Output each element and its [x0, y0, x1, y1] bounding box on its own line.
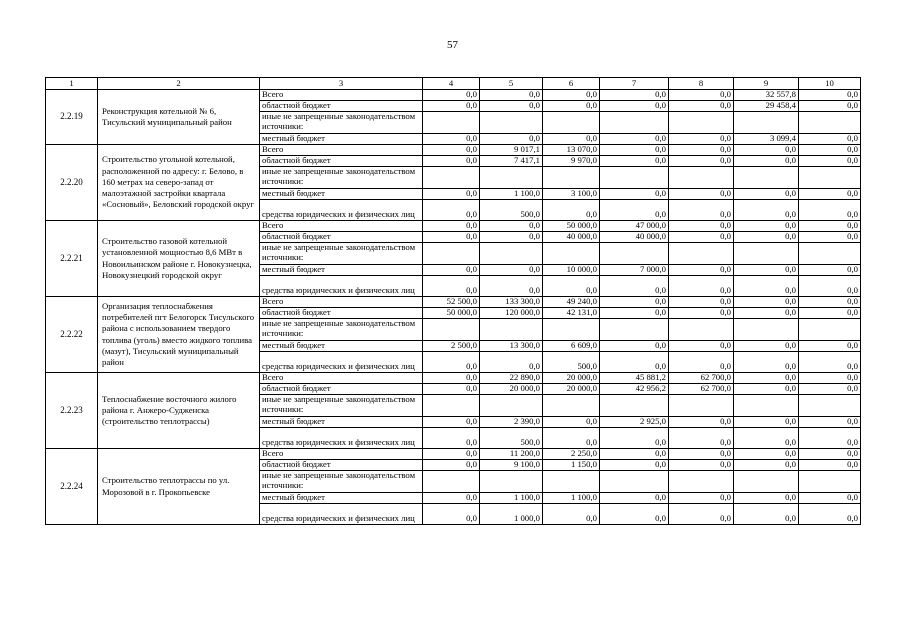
value-cell [799, 319, 861, 341]
value-cell: 0,0 [734, 276, 799, 297]
value-cell: 0,0 [480, 134, 543, 145]
value-cell: 0,0 [799, 373, 861, 384]
value-cell: 0,0 [669, 145, 734, 156]
item-code: 2.2.21 [46, 221, 98, 297]
value-cell: 500,0 [543, 352, 600, 373]
value-cell: 3 099,4 [734, 134, 799, 145]
value-cell: 45 881,2 [600, 373, 669, 384]
funding-source: иные не запрещенные законодательством источники: [260, 167, 423, 189]
value-cell: 0,0 [600, 341, 669, 352]
value-cell: 0,0 [480, 90, 543, 101]
value-cell: 0,0 [543, 200, 600, 221]
value-cell: 0,0 [734, 200, 799, 221]
value-cell [600, 167, 669, 189]
value-cell [669, 471, 734, 493]
value-cell [600, 319, 669, 341]
value-cell: 0,0 [799, 221, 861, 232]
value-cell: 62 700,0 [669, 384, 734, 395]
value-cell: 0,0 [423, 265, 480, 276]
item-name: Строительство угольной котельной, расположенной по адресу: г. Белово, в 160 метрах на северо-запад от малоэтажной застройки квартала «Сосновый», Беловский городской округ [98, 145, 260, 221]
value-cell: 0,0 [600, 428, 669, 449]
value-cell: 0,0 [600, 297, 669, 308]
value-cell: 0,0 [543, 90, 600, 101]
value-cell: 40 000,0 [600, 232, 669, 243]
column-number: 5 [480, 78, 543, 90]
value-cell: 0,0 [799, 276, 861, 297]
value-cell: 0,0 [543, 504, 600, 525]
value-cell [423, 167, 480, 189]
value-cell: 7 417,1 [480, 156, 543, 167]
value-cell: 0,0 [423, 232, 480, 243]
value-cell: 0,0 [423, 221, 480, 232]
funding-source: средства юридических и физических лиц [260, 428, 423, 449]
value-cell: 2 250,0 [543, 449, 600, 460]
funding-source: местный бюджет [260, 265, 423, 276]
column-number: 8 [669, 78, 734, 90]
value-cell: 0,0 [423, 145, 480, 156]
value-cell: 10 000,0 [543, 265, 600, 276]
table-row [46, 90, 861, 101]
value-cell: 0,0 [669, 504, 734, 525]
value-cell: 0,0 [734, 189, 799, 200]
item-name: Строительство теплотрассы по ул. Морозовой в г. Прокопьевске [98, 449, 260, 525]
value-cell [799, 395, 861, 417]
value-cell: 0,0 [799, 449, 861, 460]
value-cell: 22 890,0 [480, 373, 543, 384]
value-cell [423, 471, 480, 493]
value-cell: 0,0 [423, 449, 480, 460]
value-cell: 47 000,0 [600, 221, 669, 232]
value-cell: 0,0 [799, 134, 861, 145]
value-cell: 0,0 [480, 276, 543, 297]
funding-source: областной бюджет [260, 101, 423, 112]
value-cell [543, 471, 600, 493]
value-cell: 0,0 [600, 189, 669, 200]
value-cell: 0,0 [480, 221, 543, 232]
financing-table [45, 77, 861, 525]
value-cell [543, 319, 600, 341]
value-cell [799, 243, 861, 265]
value-cell: 0,0 [600, 200, 669, 221]
value-cell [669, 319, 734, 341]
value-cell [480, 471, 543, 493]
value-cell: 0,0 [799, 232, 861, 243]
value-cell: 0,0 [669, 297, 734, 308]
value-cell: 49 240,0 [543, 297, 600, 308]
value-cell [543, 112, 600, 134]
value-cell: 1 150,0 [543, 460, 600, 471]
value-cell: 32 557,8 [734, 90, 799, 101]
value-cell: 2 925,0 [600, 417, 669, 428]
funding-source: Всего [260, 145, 423, 156]
value-cell: 0,0 [423, 493, 480, 504]
value-cell [480, 243, 543, 265]
value-cell: 0,0 [480, 352, 543, 373]
funding-source: областной бюджет [260, 156, 423, 167]
value-cell: 0,0 [734, 417, 799, 428]
value-cell: 0,0 [734, 341, 799, 352]
value-cell: 0,0 [480, 265, 543, 276]
column-number: 6 [543, 78, 600, 90]
item-code: 2.2.19 [46, 90, 98, 145]
value-cell: 20 000,0 [543, 384, 600, 395]
value-cell: 0,0 [669, 101, 734, 112]
value-cell: 0,0 [799, 101, 861, 112]
funding-source: иные не запрещенные законодательством источники: [260, 319, 423, 341]
value-cell: 0,0 [734, 493, 799, 504]
column-number: 2 [98, 78, 260, 90]
funding-source: иные не запрещенные законодательством источники: [260, 243, 423, 265]
value-cell: 0,0 [734, 297, 799, 308]
funding-source: Всего [260, 90, 423, 101]
value-cell: 0,0 [423, 352, 480, 373]
value-cell [669, 395, 734, 417]
value-cell: 0,0 [669, 493, 734, 504]
value-cell: 0,0 [423, 373, 480, 384]
value-cell: 0,0 [423, 384, 480, 395]
funding-source: областной бюджет [260, 384, 423, 395]
value-cell: 0,0 [543, 276, 600, 297]
funding-source: местный бюджет [260, 417, 423, 428]
value-cell: 29 458,4 [734, 101, 799, 112]
value-cell: 0,0 [600, 449, 669, 460]
value-cell [799, 471, 861, 493]
value-cell: 500,0 [480, 200, 543, 221]
value-cell: 9 970,0 [543, 156, 600, 167]
value-cell: 0,0 [734, 504, 799, 525]
value-cell: 0,0 [799, 156, 861, 167]
item-name: Строительство газовой котельной установленной мощностью 8,6 МВт в Новоильинском районе г. Новокузнецка, Новокузнецкий городской округ [98, 221, 260, 297]
value-cell [480, 167, 543, 189]
value-cell: 0,0 [799, 428, 861, 449]
value-cell: 0,0 [423, 460, 480, 471]
value-cell: 0,0 [423, 156, 480, 167]
value-cell [543, 243, 600, 265]
value-cell: 0,0 [669, 200, 734, 221]
column-numbers-row [46, 78, 861, 90]
value-cell: 3 100,0 [543, 189, 600, 200]
value-cell: 0,0 [423, 90, 480, 101]
value-cell: 500,0 [480, 428, 543, 449]
value-cell [734, 471, 799, 493]
value-cell: 120 000,0 [480, 308, 543, 319]
value-cell: 0,0 [669, 232, 734, 243]
value-cell [734, 319, 799, 341]
item-name: Теплоснабжение восточного жилого района г. Анжеро-Судженска (строительство теплотрассы) [98, 373, 260, 449]
value-cell: 40 000,0 [543, 232, 600, 243]
value-cell [423, 112, 480, 134]
value-cell: 0,0 [600, 276, 669, 297]
value-cell: 0,0 [423, 134, 480, 145]
value-cell: 0,0 [600, 308, 669, 319]
value-cell [734, 395, 799, 417]
value-cell: 0,0 [799, 460, 861, 471]
value-cell: 0,0 [734, 308, 799, 319]
value-cell: 0,0 [600, 504, 669, 525]
value-cell: 1 100,0 [543, 493, 600, 504]
funding-source: местный бюджет [260, 134, 423, 145]
value-cell: 0,0 [734, 156, 799, 167]
value-cell: 0,0 [600, 134, 669, 145]
value-cell: 0,0 [799, 417, 861, 428]
value-cell: 0,0 [600, 101, 669, 112]
value-cell [600, 243, 669, 265]
funding-source: Всего [260, 449, 423, 460]
column-number: 7 [600, 78, 669, 90]
funding-source: Всего [260, 221, 423, 232]
value-cell: 13 070,0 [543, 145, 600, 156]
value-cell: 0,0 [543, 428, 600, 449]
value-cell: 0,0 [734, 145, 799, 156]
value-cell [480, 112, 543, 134]
value-cell: 0,0 [669, 308, 734, 319]
value-cell: 0,0 [480, 232, 543, 243]
value-cell: 0,0 [669, 417, 734, 428]
value-cell [480, 395, 543, 417]
item-code: 2.2.23 [46, 373, 98, 449]
value-cell: 0,0 [543, 101, 600, 112]
value-cell [600, 395, 669, 417]
value-cell: 0,0 [799, 308, 861, 319]
funding-source: средства юридических и физических лиц [260, 276, 423, 297]
value-cell: 0,0 [423, 189, 480, 200]
item-name: Организация теплоснабжения потребителей пгт Белогорск Тисульского района с использованием твердого топлива (уголь) вместо жидкого топлива (мазут), Тисульский муниципальный район [98, 297, 260, 373]
value-cell: 0,0 [600, 145, 669, 156]
value-cell [543, 167, 600, 189]
table-row [46, 373, 861, 384]
value-cell: 0,0 [669, 221, 734, 232]
value-cell: 0,0 [799, 352, 861, 373]
column-number: 1 [46, 78, 98, 90]
value-cell: 50 000,0 [423, 308, 480, 319]
value-cell: 0,0 [669, 134, 734, 145]
value-cell: 0,0 [734, 384, 799, 395]
value-cell: 0,0 [600, 493, 669, 504]
value-cell: 0,0 [734, 221, 799, 232]
value-cell: 1 100,0 [480, 189, 543, 200]
item-code: 2.2.24 [46, 449, 98, 525]
value-cell: 0,0 [669, 449, 734, 460]
value-cell: 0,0 [734, 373, 799, 384]
value-cell [669, 243, 734, 265]
value-cell: 0,0 [799, 265, 861, 276]
item-code: 2.2.20 [46, 145, 98, 221]
value-cell: 0,0 [543, 134, 600, 145]
value-cell: 0,0 [600, 90, 669, 101]
table-row [46, 449, 861, 460]
funding-source: иные не запрещенные законодательством источники: [260, 395, 423, 417]
value-cell: 1 100,0 [480, 493, 543, 504]
value-cell [734, 167, 799, 189]
column-number: 3 [260, 78, 423, 90]
funding-source: средства юридических и физических лиц [260, 200, 423, 221]
value-cell: 0,0 [669, 189, 734, 200]
value-cell: 0,0 [543, 417, 600, 428]
value-cell [734, 112, 799, 134]
value-cell: 9 100,0 [480, 460, 543, 471]
value-cell: 0,0 [669, 428, 734, 449]
value-cell: 0,0 [423, 504, 480, 525]
value-cell [600, 112, 669, 134]
value-cell: 0,0 [799, 145, 861, 156]
value-cell: 0,0 [799, 493, 861, 504]
funding-source: областной бюджет [260, 460, 423, 471]
value-cell: 0,0 [734, 460, 799, 471]
value-cell: 2 500,0 [423, 341, 480, 352]
funding-source: областной бюджет [260, 232, 423, 243]
table-row [46, 221, 861, 232]
value-cell: 0,0 [799, 504, 861, 525]
value-cell: 0,0 [600, 460, 669, 471]
value-cell: 0,0 [423, 200, 480, 221]
value-cell: 2 390,0 [480, 417, 543, 428]
value-cell [799, 167, 861, 189]
value-cell [734, 243, 799, 265]
funding-source: местный бюджет [260, 493, 423, 504]
value-cell [600, 471, 669, 493]
value-cell: 0,0 [799, 189, 861, 200]
value-cell: 0,0 [669, 265, 734, 276]
table-row [46, 145, 861, 156]
value-cell: 0,0 [669, 352, 734, 373]
value-cell: 0,0 [669, 276, 734, 297]
value-cell: 0,0 [734, 265, 799, 276]
value-cell [423, 395, 480, 417]
value-cell: 50 000,0 [543, 221, 600, 232]
value-cell: 42 131,0 [543, 308, 600, 319]
value-cell: 0,0 [734, 449, 799, 460]
value-cell [543, 395, 600, 417]
item-name: Реконструкция котельной № 6, Тисульский муниципальный район [98, 90, 260, 145]
value-cell: 11 200,0 [480, 449, 543, 460]
funding-source: Всего [260, 373, 423, 384]
value-cell [480, 319, 543, 341]
value-cell: 0,0 [480, 101, 543, 112]
value-cell: 7 000,0 [600, 265, 669, 276]
funding-source: местный бюджет [260, 341, 423, 352]
value-cell: 0,0 [423, 276, 480, 297]
value-cell: 0,0 [799, 384, 861, 395]
value-cell: 0,0 [799, 90, 861, 101]
value-cell [423, 319, 480, 341]
page-number: 57 [447, 39, 458, 51]
value-cell: 0,0 [600, 352, 669, 373]
value-cell: 0,0 [423, 417, 480, 428]
value-cell: 0,0 [799, 200, 861, 221]
value-cell: 9 017,1 [480, 145, 543, 156]
value-cell: 0,0 [734, 428, 799, 449]
item-code: 2.2.22 [46, 297, 98, 373]
value-cell: 0,0 [799, 297, 861, 308]
value-cell: 20 000,0 [480, 384, 543, 395]
value-cell: 0,0 [423, 101, 480, 112]
value-cell [669, 167, 734, 189]
funding-source: иные не запрещенные законодательством источники: [260, 112, 423, 134]
value-cell: 20 000,0 [543, 373, 600, 384]
column-number: 4 [423, 78, 480, 90]
value-cell: 133 300,0 [480, 297, 543, 308]
value-cell: 0,0 [600, 156, 669, 167]
value-cell: 6 609,0 [543, 341, 600, 352]
value-cell: 0,0 [669, 156, 734, 167]
value-cell: 62 700,0 [669, 373, 734, 384]
value-cell: 0,0 [799, 341, 861, 352]
value-cell: 1 000,0 [480, 504, 543, 525]
value-cell: 0,0 [734, 232, 799, 243]
value-cell [669, 112, 734, 134]
value-cell: 0,0 [669, 341, 734, 352]
funding-source: местный бюджет [260, 189, 423, 200]
column-number: 9 [734, 78, 799, 90]
value-cell [799, 112, 861, 134]
value-cell: 0,0 [423, 428, 480, 449]
value-cell: 0,0 [669, 90, 734, 101]
funding-source: областной бюджет [260, 308, 423, 319]
funding-source: средства юридических и физических лиц [260, 352, 423, 373]
value-cell [423, 243, 480, 265]
funding-source: Всего [260, 297, 423, 308]
table-row [46, 297, 861, 308]
value-cell: 13 300,0 [480, 341, 543, 352]
column-number: 10 [799, 78, 861, 90]
value-cell: 0,0 [669, 460, 734, 471]
value-cell: 0,0 [734, 352, 799, 373]
funding-source: иные не запрещенные законодательством источники: [260, 471, 423, 493]
funding-source: средства юридических и физических лиц [260, 504, 423, 525]
value-cell: 42 956,2 [600, 384, 669, 395]
value-cell: 52 500,0 [423, 297, 480, 308]
